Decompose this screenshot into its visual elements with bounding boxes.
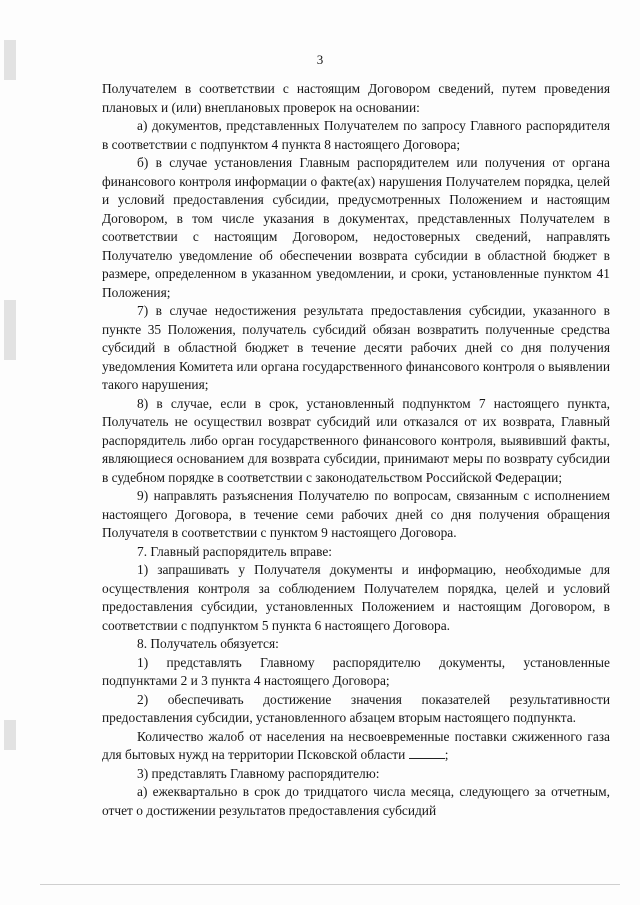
- paragraph-text: Количество жалоб от населения на несвоевременные поставки сжиженного газа для бытовых нужд на территории Псковской области: [102, 728, 610, 762]
- paragraph: Получателем в соответствии с настоящим Договором сведений, путем проведения плановых и (или) внеплановых проверок на основании:: [102, 81, 610, 115]
- paragraph: 7) в случае недостижения результата предоставления субсидии, указанного в пункте 35 Положения, получатель субсидий обязан возвратить полученные средства субсидий в областной бюджет в течение десяти рабочих дней со дня получения уведомления Комитета или органа государственного финансового контроля о выявлении такого нарушения;: [102, 303, 610, 392]
- paragraph: б) в случае установления Главным распорядителем или получения от органа финансового контроля информации о факте(ах) нарушения Получателем порядка, целей и условий предоставления субсидии, предусмотренных Положением и настоящим Договором, в том числе указания в документах, представленных Получателем в соответствии с настоящим Договором, недостоверных сведений, направлять Получателю уведомление об обеспечении возврата субсидии в областной бюджет в размере, определенном в указанном уведомлении, и сроки, установленные пунктом 41 Положения;: [102, 155, 610, 300]
- paragraph: 1) представлять Главному распорядителю документы, установленные подпунктами 2 и 3 пункта 4 настоящего Договора;: [102, 654, 610, 688]
- paragraph-suffix: ;: [444, 747, 449, 762]
- scan-edge-mark: [4, 300, 16, 360]
- paragraph-with-blank: [102, 728, 610, 765]
- section-heading: 7. Главный распорядитель вправе:: [137, 543, 332, 559]
- document-body: [102, 80, 610, 820]
- paragraph: 1) запрашивать у Получателя документы и информацию, необходимые для осуществления контроля за соблюдением Получателем порядка, целей и условий предоставления субсидии, установленных Положением и настоящим Договором, в соответствии с подпунктом 5 пункта 6 настоящего Договора.: [102, 562, 610, 633]
- paragraph: 8) в случае, если в срок, установленный подпунктом 7 настоящего пункта, Получатель не осуществил возврат субсидий или отказался от их возврата, Главный распорядитель либо орган государственного финансового контроля, выявивший факты, являющиеся основанием для возврата субсидии, принимают меры по возврату субсидии в судебном порядке в соответствии с законодательством Российской Федерации;: [102, 395, 610, 485]
- section-heading: 8. Получатель обязуется:: [137, 636, 279, 651]
- page-number: 3: [316, 52, 324, 67]
- scan-edge-mark: [4, 720, 16, 750]
- paragraph: а) ежеквартально в срок до тридцатого числа месяца, следующего за отчетным, отчет о достижении результатов предоставления субсидий: [102, 784, 610, 818]
- paragraph: а) документов, представленных Получателем по запросу Главного распорядителя в соответствии с подпунктом 4 пункта 8 настоящего Договора;: [102, 118, 610, 152]
- page-bottom-rule: [40, 884, 620, 885]
- fill-in-blank: [409, 758, 445, 759]
- paragraph: 2) обеспечивать достижение значения показателей результативности предоставления субсидии, установленного абзацем вторым настоящего подпункта.: [102, 691, 610, 725]
- paragraph: 9) направлять разъяснения Получателю по вопросам, связанным с исполнением настоящего Договора, в течение семи рабочих дней со дня получения обращения Получателя в соответствии с пунктом 9 настоящего Договора.: [102, 488, 610, 540]
- paragraph: 3) представлять Главному распорядителю:: [137, 765, 380, 781]
